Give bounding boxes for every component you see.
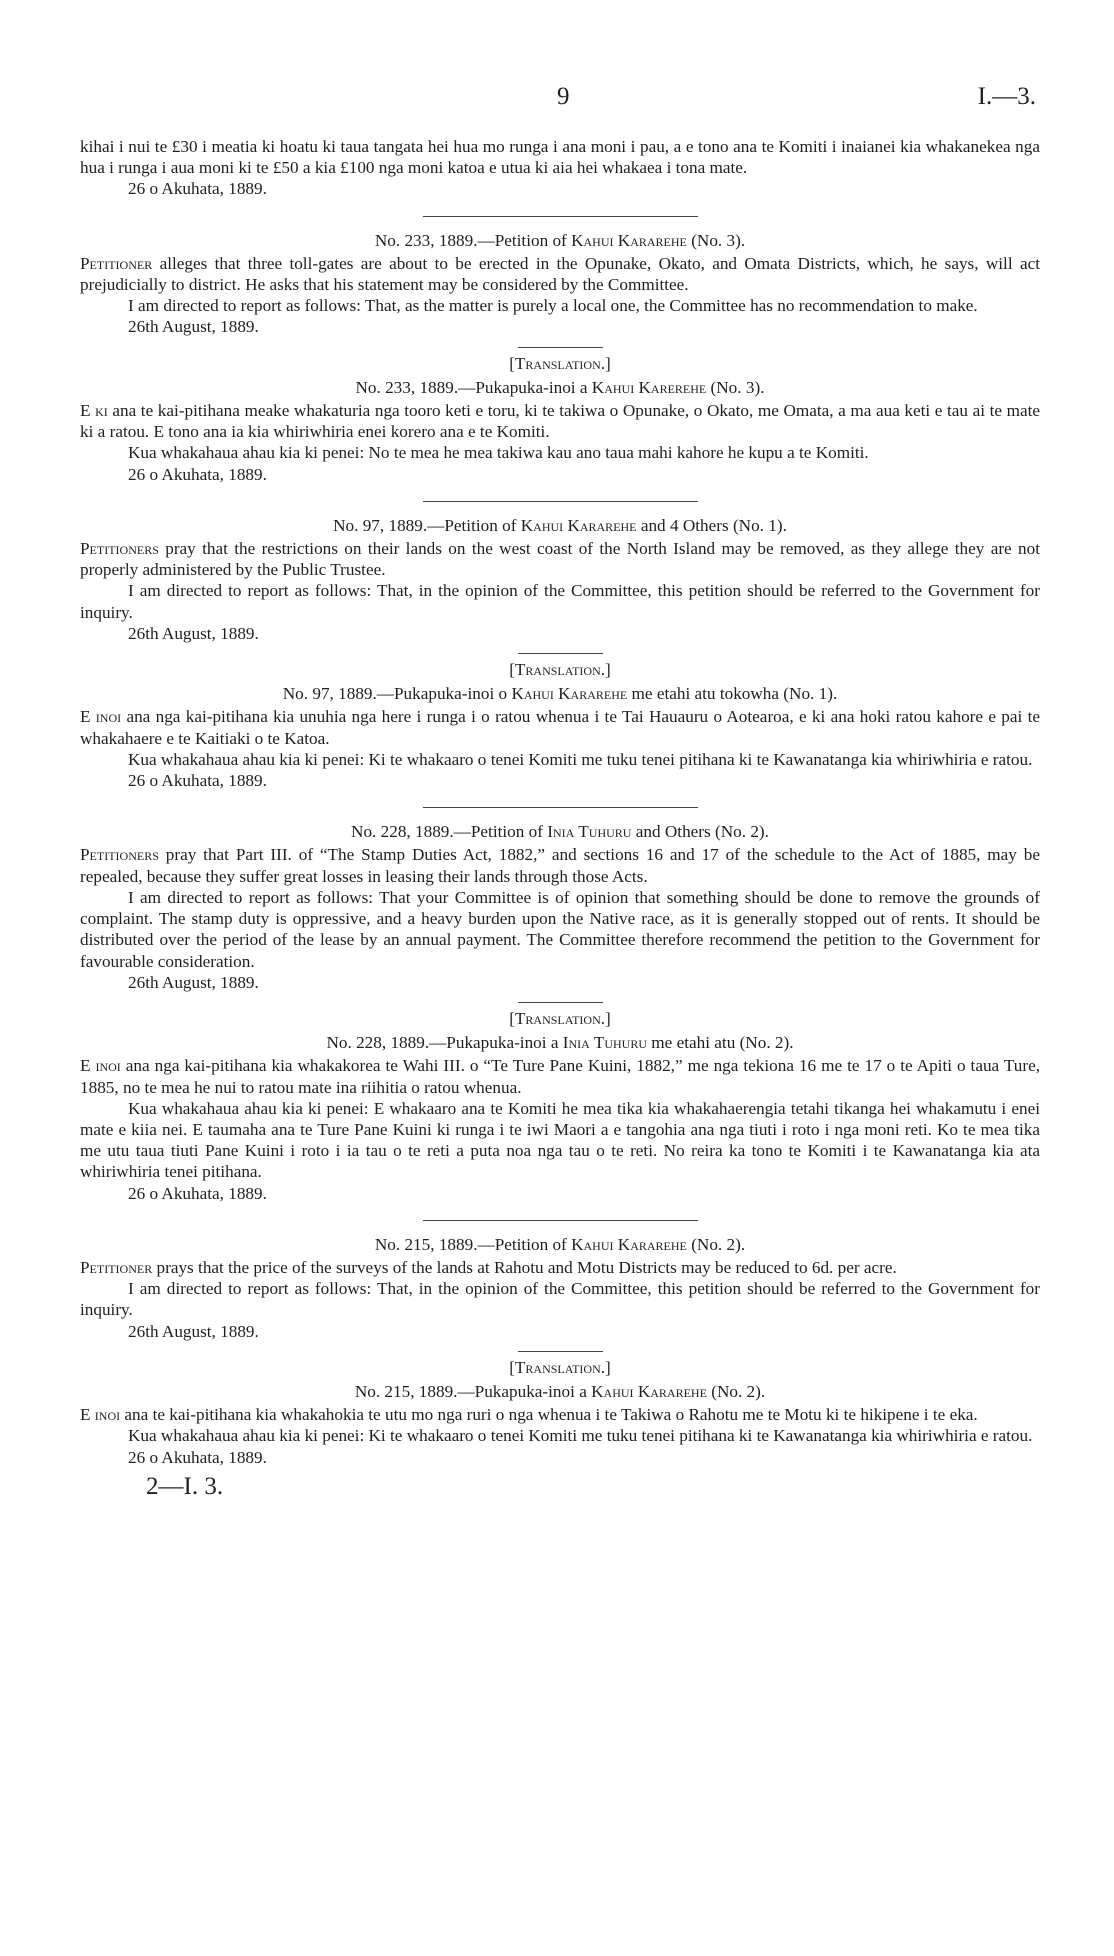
- section-divider: [423, 216, 698, 217]
- petition-text: pray that the restrictions on their lands on the west coast of the North Island may be removed, as they allege they are not properly administered by the Public Trustee.: [80, 539, 1040, 580]
- translation-heading: [80, 1381, 1040, 1402]
- petition-lead-word: Petitioner: [80, 253, 153, 273]
- translation-divider: [518, 1002, 603, 1003]
- translation-heading: [80, 1032, 1040, 1053]
- footer-signature: 2—I. 3.: [146, 1472, 224, 1500]
- heading-suffix: me etahi atu tokowha (No. 1).: [627, 684, 838, 704]
- petition-heading: [80, 1234, 1040, 1255]
- petition-section: [80, 501, 1040, 791]
- petitioner-name: Inia Tuhuru: [547, 822, 632, 842]
- translation-report: Kua whakahaua ahau kia ki penei: No te mea he mea takiwa kau ano taua mahi kahore he kupu a te Komiti.: [128, 443, 869, 463]
- translation-lead-word: E inoi: [80, 1405, 121, 1425]
- section-divider: [423, 807, 698, 808]
- heading-prefix: No. 228, 1889.—Petition of: [351, 822, 548, 842]
- petition-sections: [80, 216, 1040, 1468]
- petition-section: [80, 1220, 1040, 1468]
- heading-suffix: (No. 3).: [706, 377, 765, 397]
- translation-text: ana te kai-pitihana kia whakahokia te utu mo nga ruri o nga whenua i te Takiwa o Rahotu me te Motu ki te hikipene i te eka.: [120, 1405, 978, 1425]
- intro-paragraph: kihai i nui te £30 i meatia ki hoatu ki taua tangata hei hua mo runga i ana moni i pau, a e tono ana te Komiti i inaianei kia whakanekea nga hua i runga i aua moni ki te £50 a kia £100 nga moni katoa e utua ki aia hei whakaea i tona mate.: [80, 137, 1040, 178]
- heading-prefix: No. 233, 1889.—Petition of: [374, 230, 572, 250]
- petition-text: pray that Part III. of “The Stamp Duties Act, 1882,” and sections 16 and 17 of the schedule to the Act of 1885, may be repealed, because they suffer great losses in leasing their lands through those Acts.: [80, 845, 1040, 886]
- translation-heading: [80, 377, 1040, 398]
- translation-label: [Translation.]: [509, 660, 611, 680]
- translation-label: [Translation.]: [509, 353, 611, 373]
- heading-prefix: No. 215, 1889.—Petition of: [374, 1234, 572, 1254]
- translation-heading: [80, 683, 1040, 704]
- section-divider: [423, 501, 698, 502]
- report-date: 26th August, 1889.: [128, 1321, 259, 1341]
- report-date: 26th August, 1889.: [128, 623, 259, 643]
- petition-lead-word: Petitioner: [80, 1257, 153, 1277]
- petition-lead-word: Petitioners: [80, 539, 159, 559]
- translation-body: [80, 1404, 1040, 1425]
- heading-suffix: me etahi atu (No. 2).: [647, 1033, 794, 1053]
- heading-suffix: (No. 2).: [706, 1381, 766, 1401]
- page-content: [80, 136, 1040, 1500]
- petition-lead-word: Petitioners: [80, 845, 159, 865]
- translation-date: 26 o Akuhata, 1889.: [128, 771, 267, 791]
- translation-divider: [518, 347, 603, 348]
- translation-divider: [518, 653, 603, 654]
- page-number: 9: [557, 83, 570, 110]
- translation-label: [Translation.]: [509, 1008, 611, 1028]
- translation-text: ana nga kai-pitihana kia whakakorea te Wahi III. o “Te Ture Pane Kuini, 1882,” me nga tekiona 16 me te 17 o te Apiti o taua Ture, 1885, no te mea he nui to ratou mate ina riihitia o ratou whenua.: [80, 1056, 1040, 1097]
- heading-prefix: No. 97, 1889.—Pukapuka-inoi o: [282, 684, 512, 704]
- petition-body: [80, 1257, 1040, 1278]
- petition-text: alleges that three toll-gates are about to be erected in the Opunake, Okato, and Omata Districts, which, he says, will act prejudicially to district. He asks that his statement may be considered by the Committee.: [80, 253, 1040, 295]
- translation-body: [80, 1055, 1040, 1097]
- translation-body: [80, 400, 1040, 442]
- translation-report: Kua whakahaua ahau kia ki penei: Ki te whakaaro o tenei Komiti me tuku tenei pitihana ki te Kawanatanga kia whiriwhiria e ratou.: [128, 749, 1033, 769]
- heading-prefix: No. 233, 1889.—Pukapuka-inoi a: [355, 377, 592, 397]
- heading-suffix: and Others (No. 2).: [631, 822, 769, 842]
- committee-report: I am directed to report as follows: That your Committee is of opinion that something should be done to remove the grounds of complaint. The stamp duty is oppressive, and a heavy burden upon the Native race, as it is generally stopped out of rents. It should be distributed over the period of the lease by an annual payment. The Committee therefore recommend the petition to the Government for favourable consideration.: [80, 887, 1040, 971]
- heading-suffix: (No. 2).: [686, 1234, 746, 1254]
- translation-date: 26 o Akuhata, 1889.: [128, 464, 267, 484]
- petition-text: prays that the price of the surveys of the lands at Rahotu and Motu Districts may be reduced to 6d. per acre.: [152, 1257, 897, 1277]
- report-date: 26th August, 1889.: [128, 972, 259, 992]
- report-date: 26th August, 1889.: [128, 317, 259, 337]
- intro-date: 26 o Akuhata, 1889.: [128, 179, 267, 199]
- translation-text: ana te kai-pitihana meake whakaturia nga tooro keti e toru, ki te takiwa o Opunake, o Okato, me Omata, a ma aua keti e tau ai te mate ki a ratou. E tono ana ia kia whiriwhiria enei korero ana e te Komiti.: [80, 401, 1040, 442]
- petition-heading: [80, 821, 1040, 842]
- heading-prefix: No. 228, 1889.—Pukapuka-inoi a: [326, 1033, 563, 1053]
- document-reference: I.—3.: [977, 83, 1036, 110]
- translation-report: Kua whakahaua ahau kia ki penei: Ki te whakaaro o tenei Komiti me tuku tenei pitihana ki te Kawanatanga kia whiriwhiria e ratou.: [128, 1426, 1033, 1446]
- petitioner-name: Kahui Karerehe: [591, 377, 707, 397]
- petitioner-name: Kahui Kararehe: [591, 1381, 707, 1401]
- translation-report: Kua whakahaua ahau kia ki penei: E whakaaro ana te Komiti he mea tika kia whakahaerengia tetahi tikanga hei whakamutu i enei mate e kiia nei. E taumaha ana te Ture Pane Kuini ki runga i te iwi Maori a e tangohia ana nga tiuti i roto i nga moni reti. Ko te mea tika me utu taua tiuti Pane Kuini i roto i ia tau o te reti a puta noa nga tau o te reti. No reira ka tono te Komiti i te Kawanatanga kia ata whiriwhiria tenei pitihana.: [80, 1098, 1040, 1182]
- petition-body: [80, 538, 1040, 580]
- petitioner-name: Kahui Kararehe: [571, 230, 687, 250]
- petition-section: [80, 216, 1040, 485]
- translation-body: [80, 706, 1040, 748]
- translation-lead-word: E ki: [80, 401, 108, 421]
- translation-lead-word: E inoi: [80, 1056, 121, 1076]
- petitioner-name: Inia Tuhuru: [562, 1033, 647, 1053]
- translation-text: ana nga kai-pitihana kia unuhia nga here i runga i o ratou whenua i te Tai Hauauru o Aotearoa, e ki ana hoki ratou kahore e pai te whakahaere e te Kaitiaki o te Katoa.: [80, 707, 1040, 748]
- petitioner-name: Kahui Kararehe: [571, 1234, 687, 1254]
- translation-date: 26 o Akuhata, 1889.: [128, 1447, 267, 1467]
- petitioner-name: Kahui Kararehe: [520, 515, 637, 535]
- petition-heading: [80, 515, 1040, 536]
- heading-prefix: No. 97, 1889.—Petition of: [333, 515, 521, 535]
- petition-body: [80, 844, 1040, 886]
- committee-report: I am directed to report as follows: That, in the opinion of the Committee, this petition should be referred to the Government for inquiry.: [80, 1279, 1040, 1320]
- petitioner-name: Kahui Kararehe: [511, 684, 628, 704]
- translation-label: [Translation.]: [509, 1357, 611, 1377]
- page-header: [0, 83, 1114, 114]
- translation-divider: [518, 1351, 603, 1352]
- heading-suffix: (No. 3).: [686, 230, 746, 250]
- heading-suffix: and 4 Others (No. 1).: [636, 515, 787, 535]
- section-divider: [423, 1220, 698, 1221]
- committee-report: I am directed to report as follows: That, as the matter is purely a local one, the Committee has no recommendation to make.: [128, 296, 978, 316]
- heading-prefix: No. 215, 1889.—Pukapuka-inoi a: [354, 1381, 592, 1401]
- petition-heading: [80, 230, 1040, 251]
- committee-report: I am directed to report as follows: That, in the opinion of the Committee, this petition should be referred to the Government for inquiry.: [80, 581, 1040, 622]
- petition-body: [80, 253, 1040, 295]
- translation-lead-word: E inoi: [80, 707, 122, 727]
- translation-date: 26 o Akuhata, 1889.: [128, 1183, 267, 1203]
- petition-section: [80, 807, 1040, 1203]
